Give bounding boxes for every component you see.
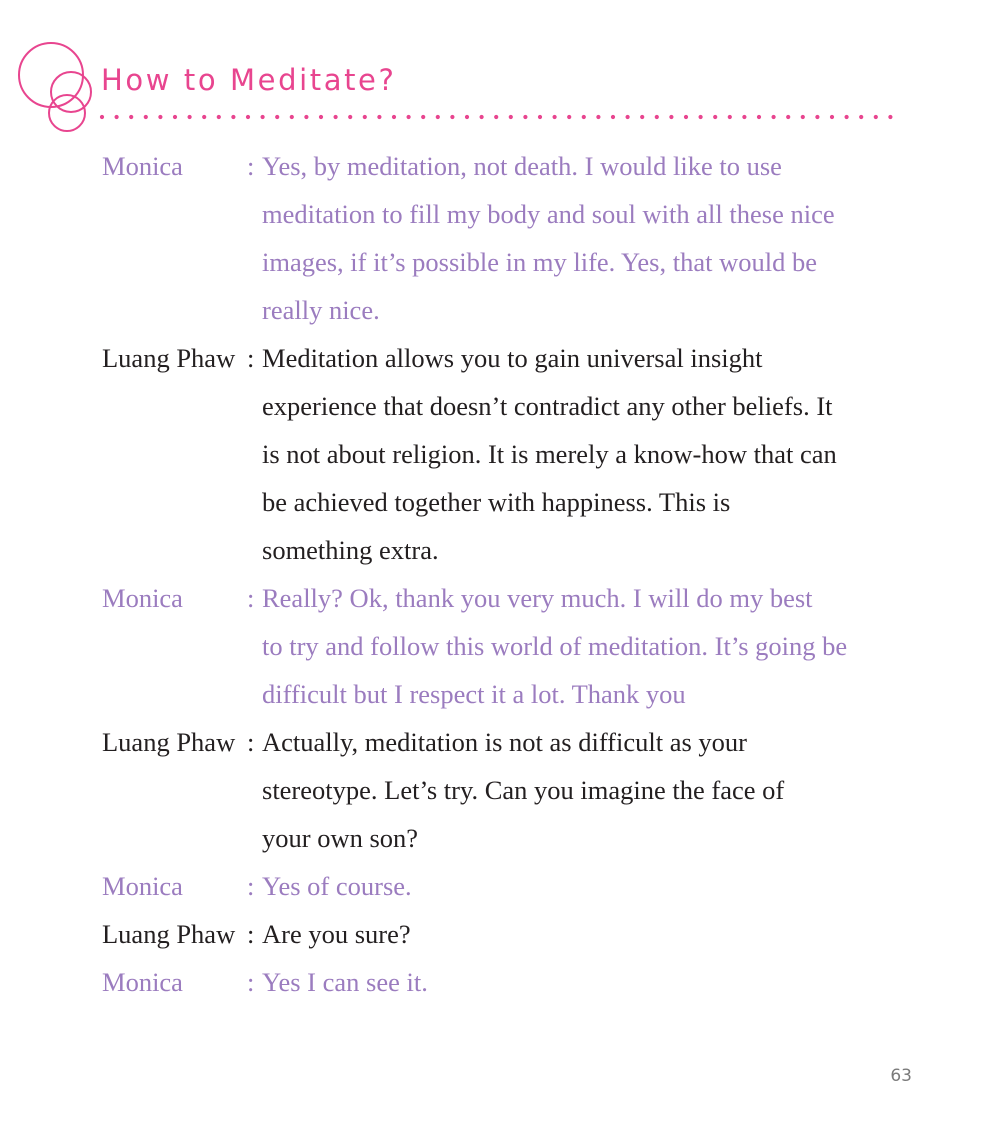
speaker-separator: : (247, 871, 255, 901)
dialogue-turn-luang-phaw (102, 910, 922, 958)
dialogue-text (262, 910, 922, 958)
speaker-separator: : (247, 919, 255, 949)
dialogue-text (262, 958, 922, 1006)
speaker-name: Monica (102, 583, 183, 613)
speaker-name: Monica (102, 871, 183, 901)
page-number: 63 (890, 1066, 912, 1086)
text-line: Yes I can see it. (262, 967, 428, 997)
speaker-name: Monica (102, 151, 183, 181)
text-line: be achieved together with happiness. This is (262, 487, 731, 517)
dotted-divider (98, 113, 908, 121)
text-line: is not about religion. It is merely a know-how that can (262, 439, 837, 469)
text-line: experience that doesn’t contradict any other beliefs. It (262, 391, 833, 421)
text-line: your own son? (262, 823, 419, 853)
text-line: difficult but I respect it a lot. Thank you (262, 679, 686, 709)
speaker-separator: : (247, 151, 255, 181)
page-title: How to Meditate? (101, 63, 397, 97)
speaker-separator: : (247, 343, 255, 373)
dialogue-turn-monica (102, 862, 922, 910)
dialogue-text (262, 142, 922, 334)
dialogue-turn-monica (102, 574, 922, 718)
dialogue-transcript (102, 142, 922, 1006)
dialogue-turn-luang-phaw (102, 334, 922, 574)
dialogue-turn-monica (102, 958, 922, 1006)
dialogue-text (262, 718, 922, 862)
text-line: Actually, meditation is not as difficult as your (262, 727, 748, 757)
dialogue-text (262, 862, 922, 910)
text-line: Are you sure? (262, 919, 411, 949)
text-line: really nice. (262, 295, 380, 325)
speaker-separator: : (247, 727, 255, 757)
speaker-name: Luang Phaw (102, 727, 236, 757)
text-line: Really? Ok, thank you very much. I will do my best (262, 583, 813, 613)
text-line: Meditation allows you to gain universal insight (262, 343, 763, 373)
dialogue-turn-luang-phaw (102, 718, 922, 862)
speaker-separator: : (247, 967, 255, 997)
dialogue-text (262, 574, 922, 718)
overlapping-circles-icon (14, 42, 104, 134)
dialogue-turn-monica (102, 142, 922, 334)
speaker-name: Luang Phaw (102, 919, 236, 949)
speaker-separator: : (247, 583, 255, 613)
text-line: meditation to fill my body and soul with all these nice (262, 199, 835, 229)
text-line: something extra. (262, 535, 439, 565)
text-line: Yes of course. (262, 871, 412, 901)
speaker-name: Luang Phaw (102, 343, 236, 373)
text-line: to try and follow this world of meditation. It’s going be (262, 631, 848, 661)
speaker-name: Monica (102, 967, 183, 997)
text-line: stereotype. Let’s try. Can you imagine the face of (262, 775, 785, 805)
text-line: images, if it’s possible in my life. Yes, that would be (262, 247, 817, 277)
text-line: Yes, by meditation, not death. I would like to use (262, 151, 782, 181)
dialogue-text (262, 334, 922, 574)
